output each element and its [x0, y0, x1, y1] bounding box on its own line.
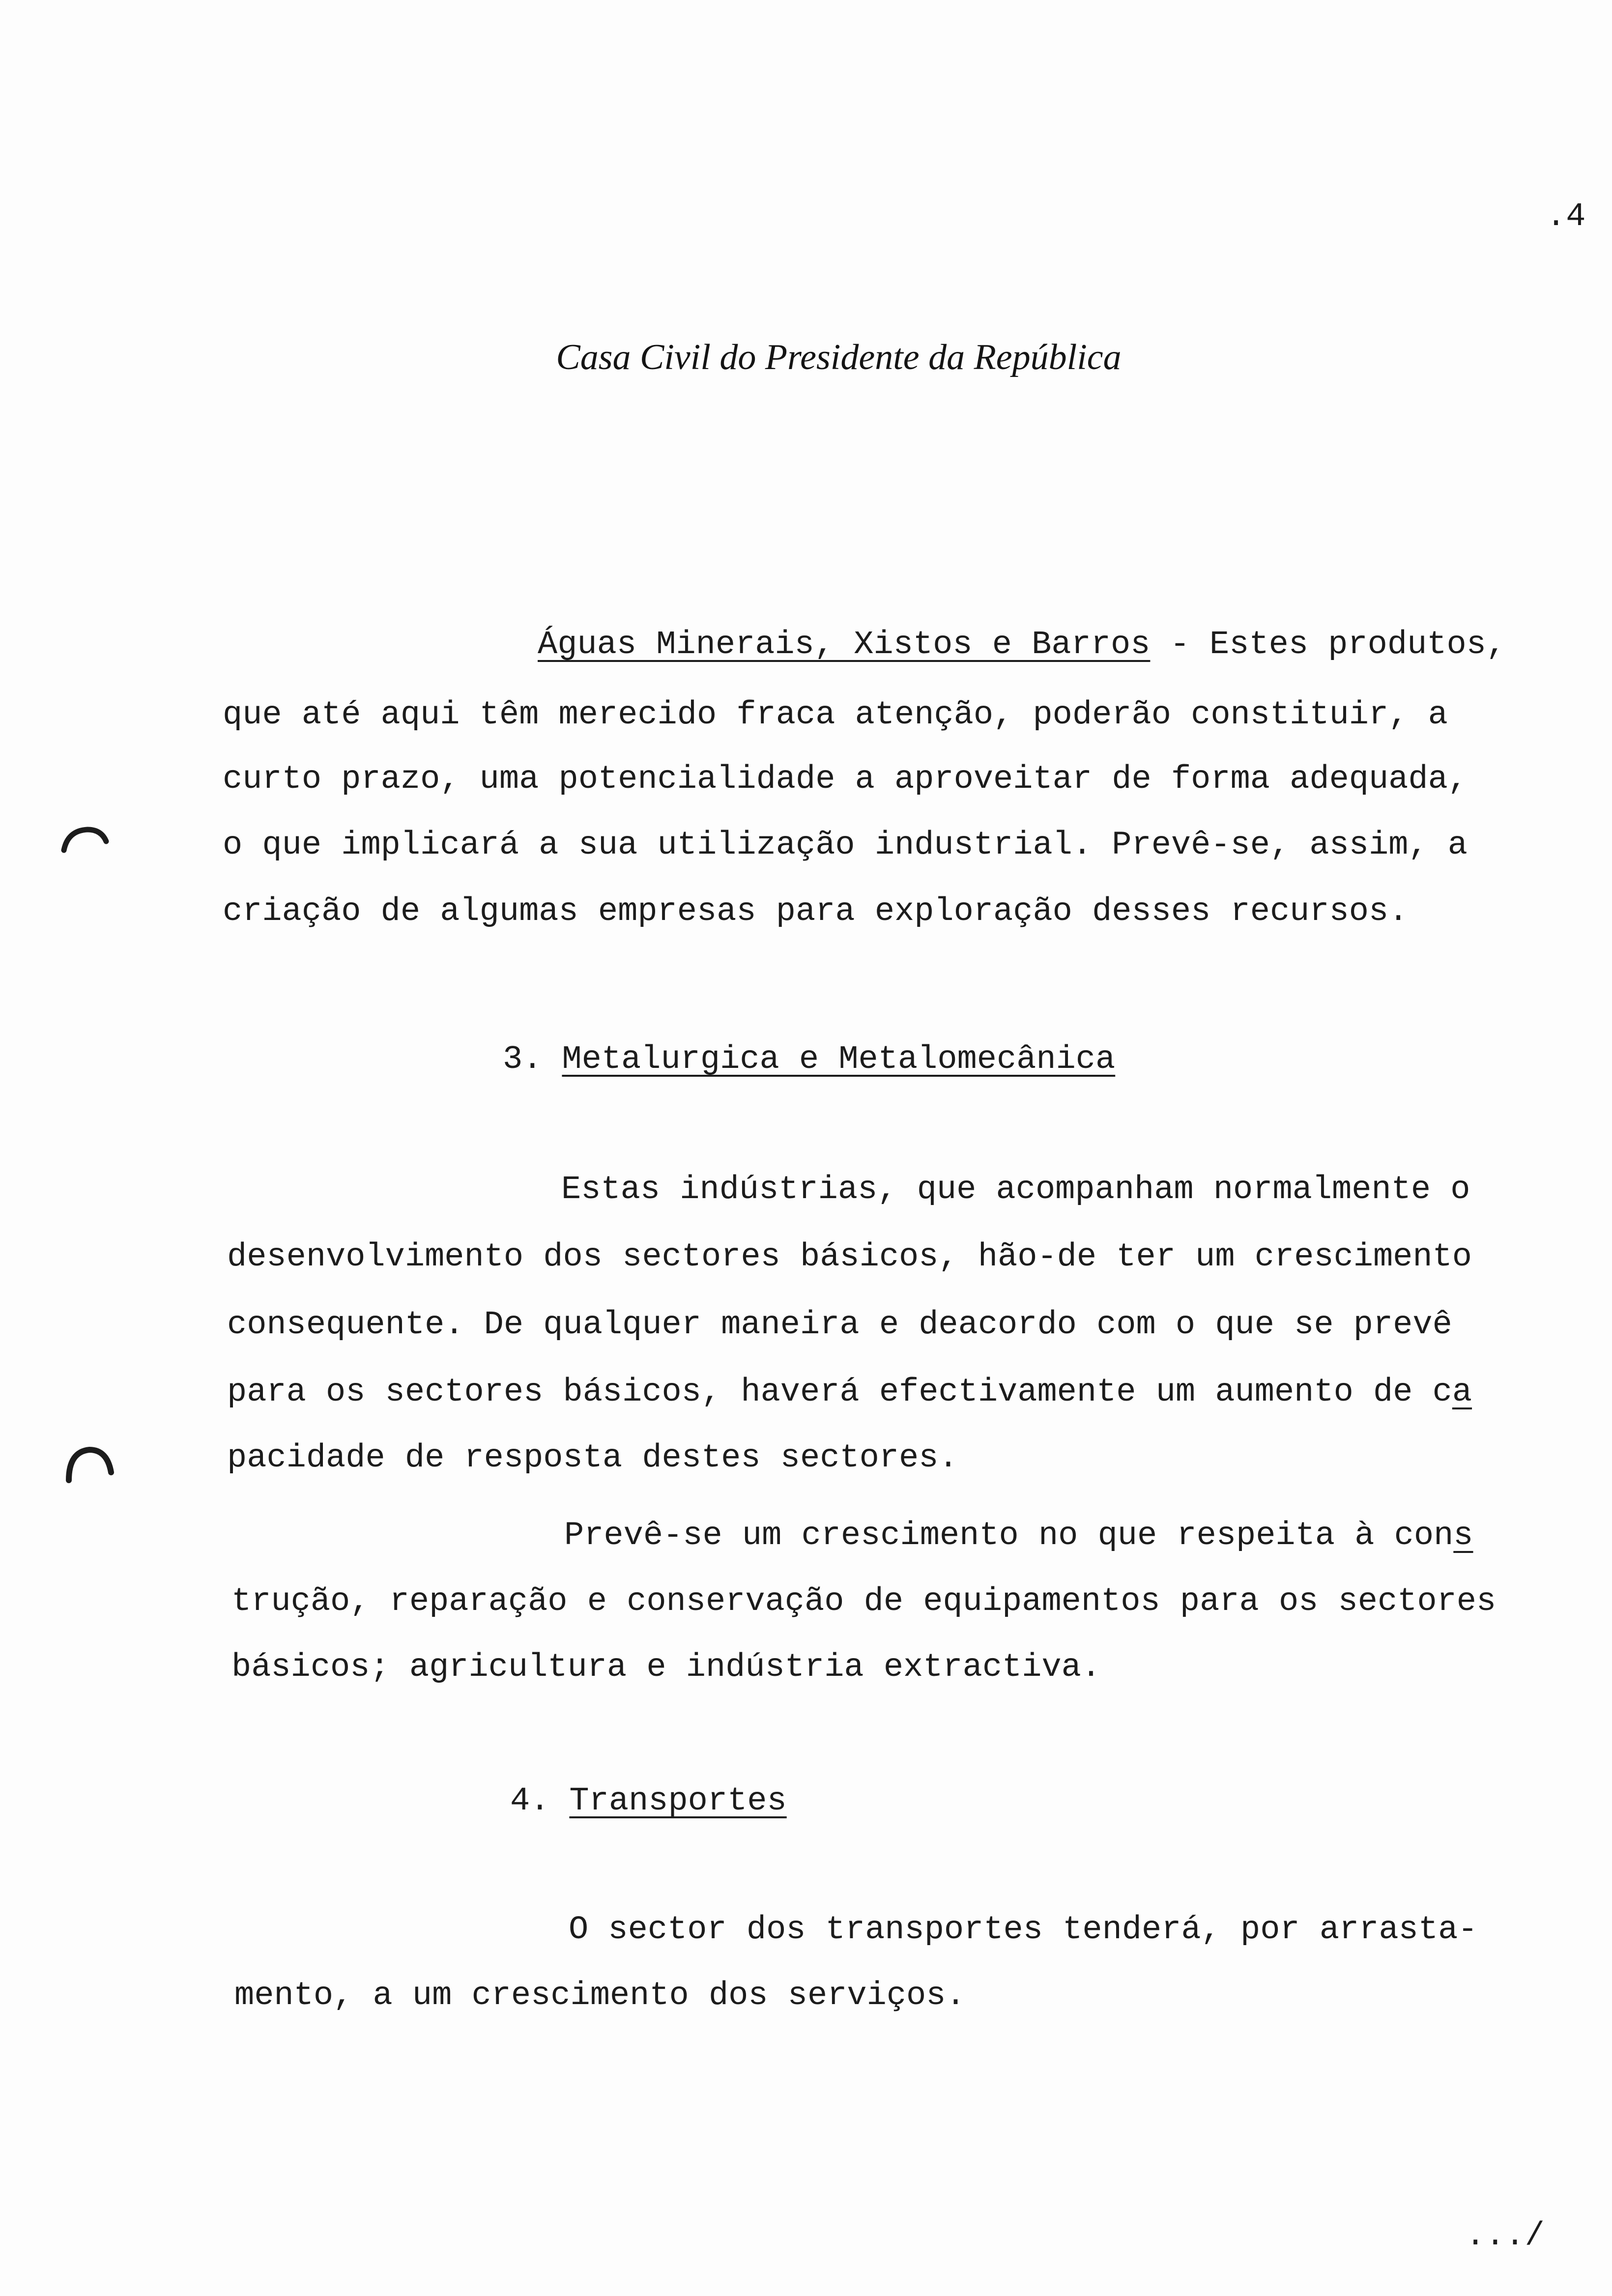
section-title: Transportes	[569, 1782, 787, 1820]
section-3-p1-line-4	[227, 1373, 1472, 1412]
hyphenation-mark: s	[1453, 1517, 1473, 1554]
section-3-p1-line-2: desenvolvimento dos sectores básicos, hão-de ter um crescimento	[227, 1238, 1472, 1276]
paragraph-aguas-line-2: que até aqui têm merecido fraca atenção, poderão constituir, a	[223, 696, 1448, 734]
paragraph-aguas-line-3: curto prazo, uma potencialidade a aproveitar de forma adequada,	[223, 761, 1468, 798]
paragraph-text: - Estes produtos,	[1150, 626, 1506, 663]
paragraph-aguas-line-1	[538, 625, 1506, 664]
letterhead-title: Casa Civil do Presidente da República	[556, 337, 1122, 377]
section-4-heading	[510, 1781, 787, 1821]
section-number: 4.	[510, 1782, 550, 1820]
section-heading-aguas: Águas Minerais, Xistos e Barros	[538, 626, 1151, 663]
punch-hole-mark-icon	[58, 822, 112, 856]
section-3-p2-line-1	[564, 1516, 1473, 1555]
section-3-p2-line-3: básicos; agricultura e indústria extractiva.	[231, 1649, 1101, 1686]
punch-hole-mark-icon	[62, 1440, 116, 1484]
paragraph-text: para os sectores básicos, haverá efectivamente um aumento de c	[227, 1374, 1452, 1411]
section-3-p1-line-1: Estas indústrias, que acompanham normalmente o	[561, 1171, 1470, 1208]
section-title: Metalurgica e Metalomecânica	[562, 1041, 1116, 1078]
section-3-heading	[503, 1040, 1115, 1079]
page-number: .4	[1546, 198, 1586, 235]
section-3-p1-line-5: pacidade de resposta destes sectores.	[227, 1439, 958, 1477]
paragraph-text: Prevê-se um crescimento no que respeita à con	[564, 1517, 1454, 1554]
paragraph-aguas-line-4: o que implicará a sua utilização industrial. Prevê-se, assim, a	[223, 827, 1468, 864]
section-4-p1-line-2: mento, a um crescimento dos serviços.	[234, 1977, 966, 2014]
section-3-p1-line-3: consequente. De qualquer maneira e deacordo com o que se prevê	[227, 1306, 1452, 1344]
section-number: 3.	[503, 1041, 543, 1078]
section-3-p2-line-2: trução, reparação e conservação de equipamentos para os sectores	[231, 1583, 1497, 1620]
section-4-p1-line-1: O sector dos transportes tenderá, por arrasta-	[569, 1911, 1478, 1949]
continuation-marker: .../	[1466, 2217, 1545, 2255]
paragraph-aguas-line-5: criação de algumas empresas para exploração desses recursos.	[223, 893, 1409, 930]
hyphenation-mark: a	[1452, 1374, 1472, 1411]
